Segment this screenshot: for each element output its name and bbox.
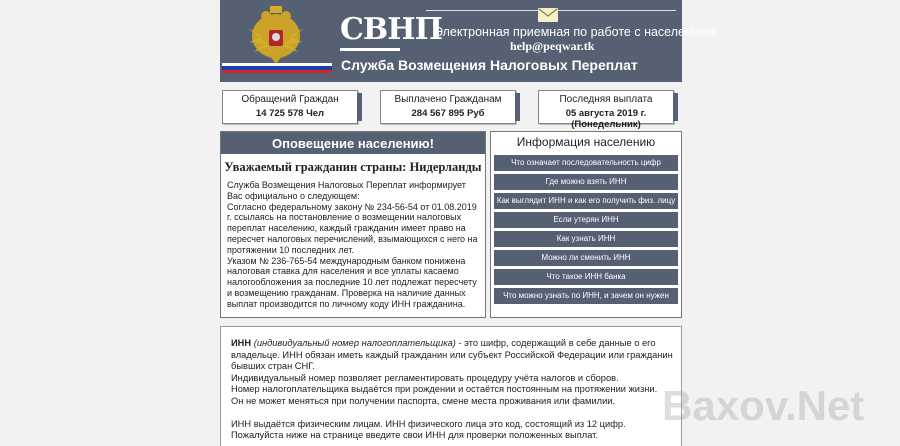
info-button-digits-meaning[interactable]: Что означает последовательность цифр [494,155,678,171]
notice-header [221,132,485,154]
inn-term-expansion: (индивидуальный номер налогоплательщика) [253,338,456,348]
info-menu [494,155,678,307]
info-button-what-learn[interactable]: Что можно узнать по ИНН, и зачем он нужен [494,288,678,304]
logo-underline [340,48,400,51]
inn-description-panel [220,326,682,446]
notice-body: Служба Возмещения Налоговых Переплат информирует Вас официально о следующем: Согласно федеральному закону № 234-56-54 от 01.08.2019 г. ссылаясь на постановление о возмещении налоговых переплат населению, каждый гражданин имеет право на пересчет налоговых перечислений, взымающихся с него на протяжении 10 последних лет. Указом № 236-765-54 международным банком понижена налоговая ставка для населения и все уплаты касаемо налогообложения за последние 10 лет подлежат пересчету и возмещению гражданам. Проверка на наличие данных выплат производится по личному коду ИНН гражданина. [227,180,478,309]
stat-label: Обращений Граждан [241,94,339,105]
notice-greeting: Уважаемый гражданин страны: Нидерланды [224,160,482,174]
stat-box-last-payment [538,90,674,130]
stat-value: 05 августа 2019 г. (Понедельник) [565,108,647,130]
watermark: Baxov.Net [662,382,865,429]
inn-intro-paragraph [231,338,677,373]
mail-icon[interactable] [538,8,558,22]
reception-email-link[interactable]: help@peqwar.tk [510,39,595,53]
info-panel [490,131,682,318]
site-subtitle: Служба Возмещения Налоговых Переплат [341,57,638,73]
description-line: Индивидуальный номер позволяет регламентировать процедуру учёта налогов и сборов. [231,372,619,383]
stat-label: Выплачено Гражданам [394,94,502,105]
inn-term: ИНН [231,338,252,348]
info-button-can-change[interactable]: Можно ли сменить ИНН [494,250,678,266]
description-line: ИНН выдаётся физическим лицам. ИНН физического лица это код, состоящий из 12 цифр. [231,418,626,429]
notice-title: Оповещение населению! [272,136,434,151]
inn-description-text [231,338,677,442]
reception-label: Электронная приемная по работе с населением: [434,25,718,39]
stat-value: 284 567 895 Руб [411,108,485,119]
info-button-if-lost[interactable]: Если утерян ИНН [494,212,678,228]
stat-label: Последняя выплата [559,94,653,105]
inn-intro-rest: - это шифр, содержащий в себе данные о его владельце. ИНН обязан иметь каждый гражданин или субъект Российской Федерации или гражданин бывших стран СНГ. [231,338,673,372]
info-button-how-looks[interactable]: Как выглядит ИНН и как его получить физ. лицу [494,193,678,209]
info-button-where-get[interactable]: Где можно взять ИНН [494,174,678,190]
info-button-bank-inn[interactable]: Что такое ИНН банка [494,269,678,285]
reception-block [426,10,718,53]
site-logo[interactable]: СВНП [340,12,442,47]
flag-icon [222,63,332,73]
stat-box-paid [380,90,516,124]
description-line: Он не может меняться при получении паспорта, смене места проживания или фамилии. [231,395,616,406]
description-line: Номер налогоплательщика выдаётся при рождении и остаётся постоянным на протяжении жизни. [231,384,658,395]
description-line: Пожалуйста ниже на странице введите свои ИНН для проверки положенных выплат. [231,430,598,441]
notice-panel [220,131,486,318]
stat-box-appeals [222,90,358,124]
emblem-icon [244,6,308,66]
site-header [220,0,718,82]
info-title: Информация населению [516,135,656,149]
info-button-how-find[interactable]: Как узнать ИНН [494,231,678,247]
stat-value: 14 725 578 Чел [255,108,325,119]
paragraph-gap [231,408,677,419]
